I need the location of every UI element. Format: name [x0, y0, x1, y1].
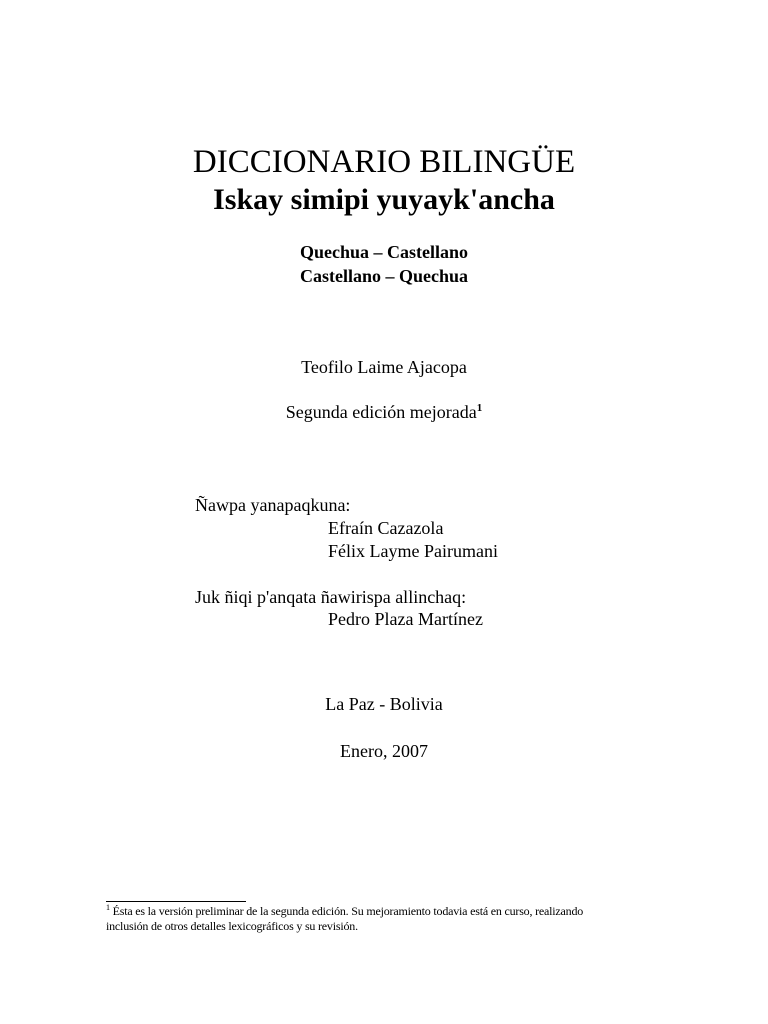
publication-date: Enero, 2007	[340, 741, 428, 761]
title-quechua: Iskay simipi yuyayk'ancha	[213, 183, 555, 216]
author-name: Teofilo Laime Ajacopa	[301, 357, 467, 377]
publication-place: La Paz - Bolivia	[325, 694, 443, 714]
collaborator-name: Efraín Cazazola	[328, 518, 444, 538]
footnote-divider	[106, 901, 246, 902]
footnote	[106, 904, 666, 934]
reviewer-label: Juk ñiqi p'anqata ñawirispa allinchaq:	[195, 587, 467, 607]
footnote-text-1: Ésta es la versión preliminar de la segunda edición. Su mejoramiento todavia está en curso, realizando	[109, 904, 584, 918]
title-spanish: DICCIONARIO BILINGÜE	[192, 144, 576, 180]
footnote-line-2: inclusión de otros detalles lexicográficos y su revisión.	[106, 919, 358, 933]
edition-footnote-mark: 1	[476, 402, 483, 414]
edition-text: Segunda edición mejorada	[285, 402, 477, 422]
reviewer-name: Pedro Plaza Martínez	[328, 609, 483, 629]
subtitle-quechua-castellano: Quechua – Castellano	[299, 242, 468, 262]
footnote-mark: 1	[106, 903, 110, 912]
edition-line	[0, 400, 768, 424]
subtitle-castellano-quechua: Castellano – Quechua	[299, 266, 468, 286]
collaborators-label: Ñawpa yanapaqkuna:	[195, 495, 351, 515]
collaborator-name: Félix Layme Pairumani	[328, 541, 498, 561]
footnote-line-1	[106, 904, 666, 919]
